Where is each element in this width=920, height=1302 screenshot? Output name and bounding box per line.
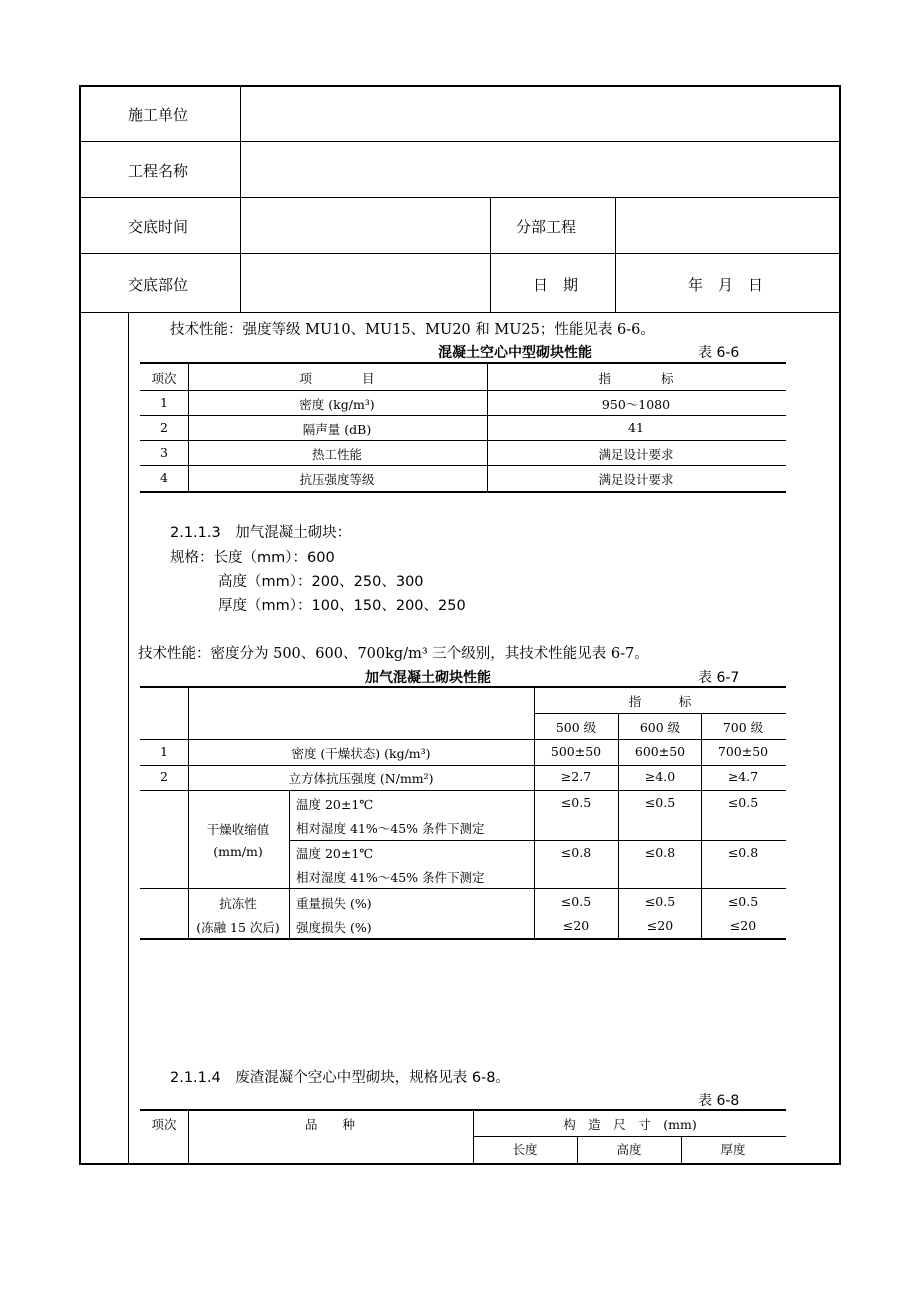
row-value: 700±50 xyxy=(717,744,769,759)
spec-length: 规格：长度（mm）：600 xyxy=(170,550,335,566)
row-value: ≤0.5 xyxy=(560,795,592,810)
index-header: 指 标 xyxy=(628,694,692,709)
date-label: 日 期 xyxy=(533,276,579,294)
col-header-item: 项 目 xyxy=(299,371,375,386)
row-value: ≤0.5 xyxy=(727,894,759,909)
shrink-cond-b1: 温度 20±1℃ xyxy=(296,846,374,861)
shrink-cond-a2: 相对湿度 41%～45% 条件下测定 xyxy=(296,821,485,836)
row-value: 950～1080 xyxy=(601,397,671,412)
row-value: ≥4.7 xyxy=(727,769,759,784)
weight-loss-label: 重量损失 (%) xyxy=(296,896,372,911)
table-6-7-number: 表 6-7 xyxy=(698,670,740,686)
row-value: ≤20 xyxy=(729,918,757,933)
grade-600: 600 级 xyxy=(639,720,681,735)
table-6-7-title: 加气混凝土砌块性能 xyxy=(365,670,491,686)
col-header-thickness: 厚度 xyxy=(720,1142,746,1157)
row-no: 1 xyxy=(160,744,168,759)
row-value: 满足设计要求 xyxy=(598,472,674,487)
row-value: ≤0.5 xyxy=(560,894,592,909)
row-value: ≤0.5 xyxy=(644,894,676,909)
handover-part-label: 交底部位 xyxy=(128,276,189,294)
handover-time-label: 交底时间 xyxy=(128,218,189,236)
row-item: 立方体抗压强度 (N/mm²) xyxy=(288,771,434,786)
shrinkage-unit: (mm/m) xyxy=(213,844,263,859)
row-no: 2 xyxy=(160,769,168,784)
strength-loss-label: 强度损失 (%) xyxy=(296,920,372,935)
table-6-6-number: 表 6-6 xyxy=(698,345,740,361)
row-value: ≤0.8 xyxy=(560,845,592,860)
col-header-no: 项次 xyxy=(151,1117,177,1132)
col-header-size: 构 造 尺 寸 (mm) xyxy=(563,1117,697,1132)
col-header-height: 高度 xyxy=(616,1142,642,1157)
row-no: 2 xyxy=(160,420,168,435)
row-item: 抗压强度等级 xyxy=(299,472,375,487)
row-no: 3 xyxy=(160,445,168,460)
row-item: 隔声量 (dB) xyxy=(302,422,372,437)
table-6-8-number: 表 6-8 xyxy=(698,1093,740,1109)
row-value: ≤0.5 xyxy=(644,795,676,810)
date-value: 年 月 日 xyxy=(688,276,764,294)
col-header-length: 长度 xyxy=(512,1142,538,1157)
row-value: ≥4.0 xyxy=(644,769,676,784)
spec-thickness: 厚度（mm）：100、150、200、250 xyxy=(218,598,466,614)
shrink-cond-a1: 温度 20±1℃ xyxy=(296,797,374,812)
frost-sub-label: (冻融 15 次后) xyxy=(196,920,280,935)
row-value: 600±50 xyxy=(634,744,686,759)
row-value: ≤0.8 xyxy=(727,845,759,860)
grade-700: 700 级 xyxy=(722,720,764,735)
row-item: 热工性能 xyxy=(311,447,363,462)
col-header-no: 项次 xyxy=(151,371,177,386)
grade-500: 500 级 xyxy=(555,720,597,735)
row-value: ≤20 xyxy=(562,918,590,933)
sec1-intro: 技术性能：强度等级 MU10、MU15、MU20 和 MU25；性能见表 6-6。 xyxy=(170,322,655,338)
row-value: ≤0.5 xyxy=(727,795,759,810)
sec2-heading: 2.1.1.3 加气混凝土砌块： xyxy=(170,525,352,541)
sub-project-label: 分部工程 xyxy=(516,218,577,236)
table-6-6-title: 混凝土空心中型砌块性能 xyxy=(438,345,592,361)
shrink-cond-b2: 相对湿度 41%～45% 条件下测定 xyxy=(296,870,485,885)
row-value: ≤20 xyxy=(646,918,674,933)
col-header-index: 指 标 xyxy=(598,371,674,386)
row-item: 密度 (干燥状态) (kg/m³) xyxy=(291,746,431,761)
sec3-heading: 2.1.1.4 废渣混凝个空心中型砌块，规格见表 6-8。 xyxy=(170,1070,511,1086)
row-value: ≥2.7 xyxy=(560,769,592,784)
row-value: 满足设计要求 xyxy=(598,447,674,462)
spec-height: 高度（mm）：200、250、300 xyxy=(218,574,424,590)
row-value: 500±50 xyxy=(550,744,602,759)
col-header-kind: 品 种 xyxy=(304,1117,356,1132)
row-value: 41 xyxy=(628,420,644,435)
shrinkage-label: 干燥收缩值 xyxy=(206,822,270,837)
row-item: 密度 (kg/m³) xyxy=(299,397,375,412)
row-no: 4 xyxy=(160,470,168,485)
sec2-performance: 技术性能：密度分为 500、600、700kg/m³ 三个级别，其技术性能见表 6-7。 xyxy=(138,646,649,662)
project-name-label: 工程名称 xyxy=(128,162,189,180)
row-no: 1 xyxy=(160,395,168,410)
construction-unit-label: 施工单位 xyxy=(128,106,189,124)
frost-label: 抗冻性 xyxy=(219,896,257,911)
row-value: ≤0.8 xyxy=(644,845,676,860)
